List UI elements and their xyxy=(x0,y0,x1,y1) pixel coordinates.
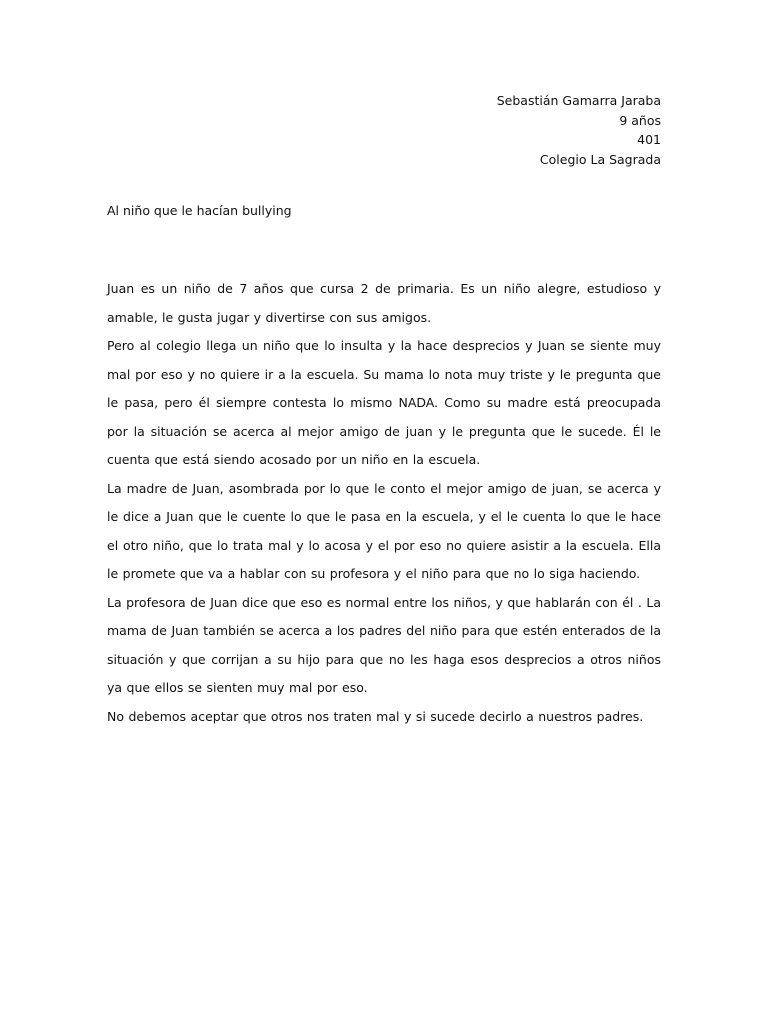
paragraph: La profesora de Juan dice que eso es normal entre los niños, y que hablarán con él . La mama de Juan también se acerca a los padres del niño para que estén enterados de la situación y que corrijan a su hijo para que no les haga esos desprecios a otros niños ya que ellos se sienten muy mal por eso. xyxy=(107,594,661,695)
document-body xyxy=(107,275,661,731)
paragraph: Juan es un niño de 7 años que cursa 2 de primaria. Es un niño alegre, estudioso y amable, le gusta jugar y divertirse con sus amigos. xyxy=(107,281,661,325)
author-grade: 401 xyxy=(637,132,661,147)
paragraph: No debemos aceptar que otros nos traten mal y si sucede decirlo a nuestros padres. xyxy=(107,708,644,724)
author-age: 9 años xyxy=(619,112,661,128)
author-info-block xyxy=(497,91,661,169)
paragraph: La madre de Juan, asombrada por lo que le conto el mejor amigo de juan, se acerca y le dice a Juan que le cuente lo que le pasa en la escuela, y el le cuenta lo que le hace el otro niño, que lo trata mal y lo acosa y el por eso no quiere asistir a la escuela. Ella le promete que va a hablar con su profesora y el niño para que no lo siga haciendo. xyxy=(107,480,661,581)
document-title: Al niño que le hacían bullying xyxy=(107,203,292,218)
school-name: Colegio La Sagrada xyxy=(539,151,661,167)
author-name: Sebastián Gamarra Jaraba xyxy=(496,93,661,108)
paragraph: Pero al colegio llega un niño que lo insulta y la hace desprecios y Juan se siente muy mal por eso y no quiere ir a la escuela. Su mama lo nota muy triste y le pregunta que le pasa, pero él siempre contesta lo mismo NADA. Como su madre está preocupada por la situación se acerca al mejor amigo de juan y le pregunta que le sucede. Él le cuenta que está siendo acosado por un niño en la escuela. xyxy=(107,338,661,467)
